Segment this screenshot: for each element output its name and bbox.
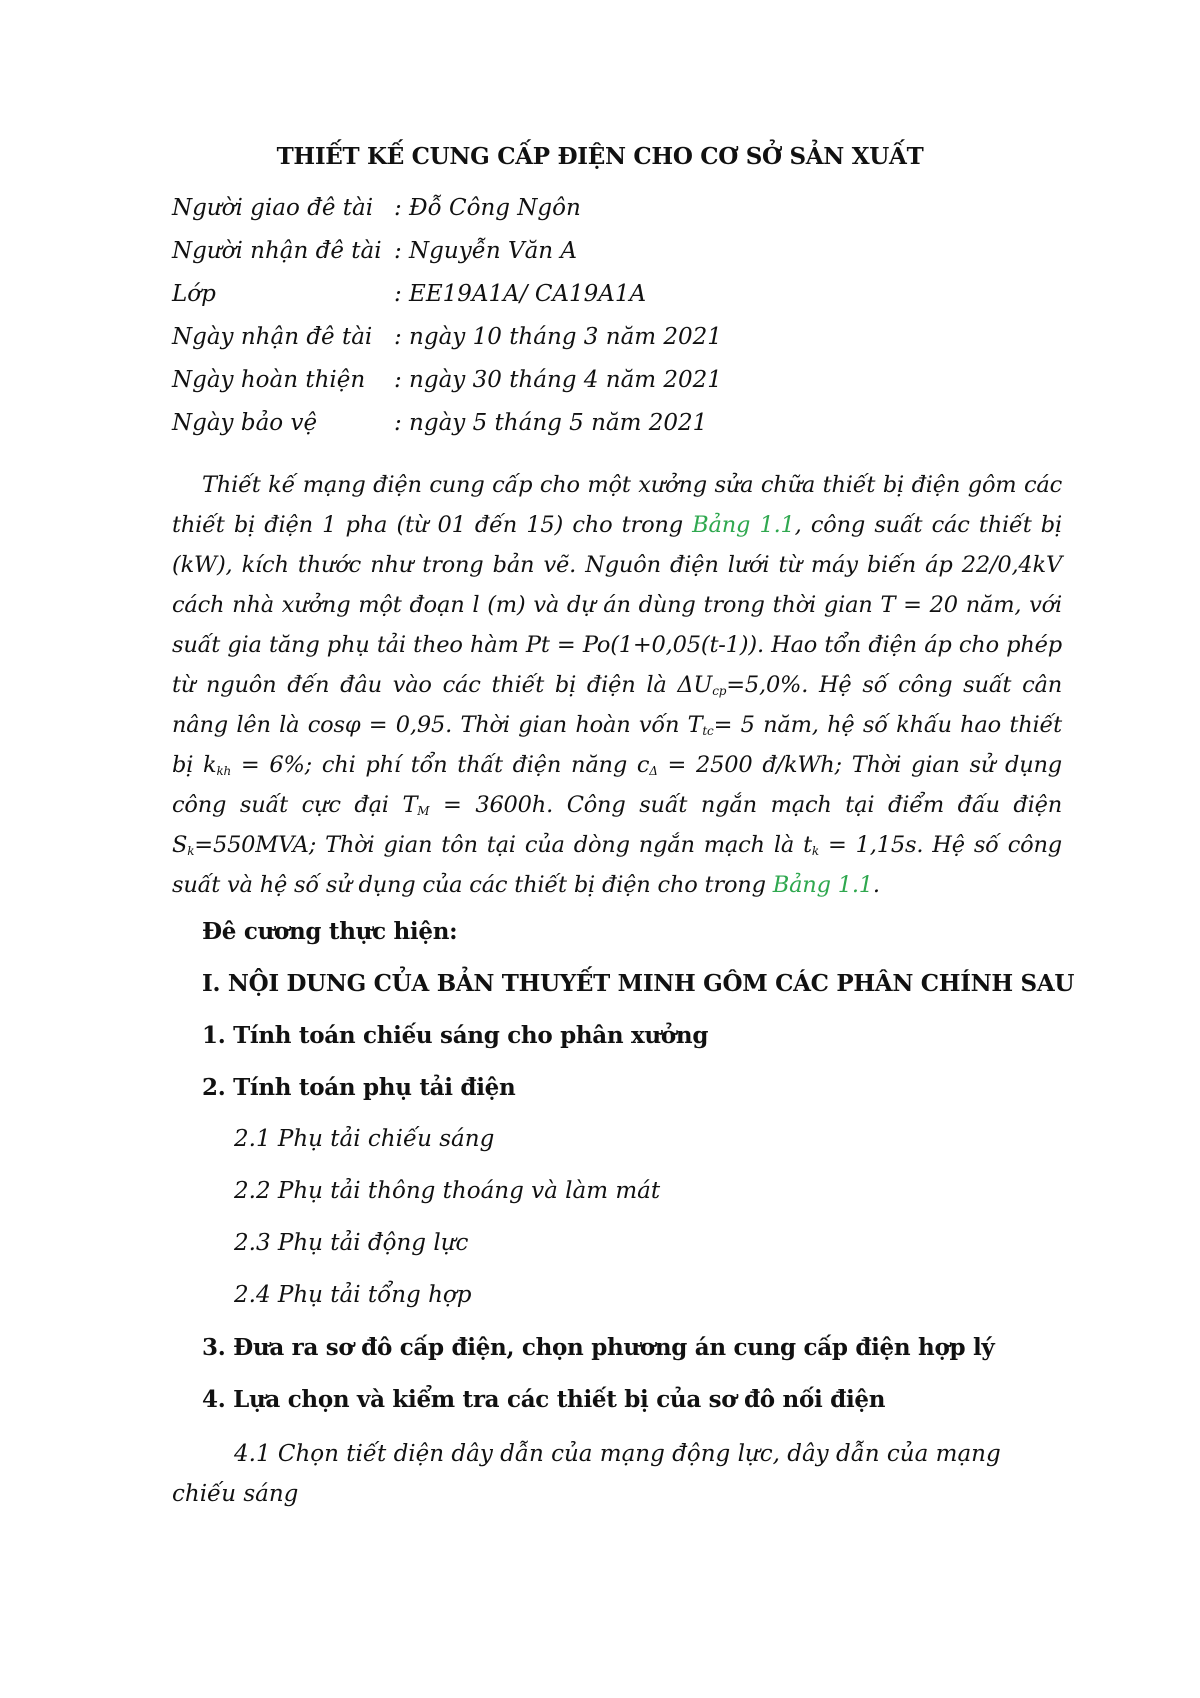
paragraph-text: = 1,15s. Hệ số công suất và hệ số sử dụng của các thiết bị điện cho trong <box>172 832 1062 898</box>
task-description-paragraph <box>172 465 1062 905</box>
info-label: Người nhận đê tài <box>172 238 382 264</box>
paragraph-text: = 2500 đ/kWh; Thời gian sử dụng công suất cực đại T <box>172 752 1062 818</box>
outline-section <box>202 918 1075 1438</box>
info-value: : Nguyễn Văn A <box>394 238 578 264</box>
outline-item: 2. Tính toán phụ tải điện <box>202 1074 516 1101</box>
document-title: THIẾT KẾ CUNG CẤP ĐIỆN CHO CƠ SỞ SẢN XUẤT <box>276 143 924 170</box>
table-reference-link[interactable]: Bảng 1.1 <box>772 872 873 898</box>
subscript: M <box>417 804 430 818</box>
section-heading: I. NỘI DUNG CỦA BẢN THUYẾT MINH GÔM CÁC PHÂN CHÍNH SAU <box>202 970 1075 997</box>
info-label: Ngày hoàn thiện <box>172 367 366 393</box>
outline-subitem: 4.1 Chọn tiết diện dây dẫn của mạng động lực, dây dẫn của mạng chiếu sáng <box>172 1441 1001 1507</box>
info-label: Người giao đê tài <box>172 195 374 221</box>
subscript: cp <box>712 684 727 698</box>
paragraph-text: =550MVA; Thời gian tôn tại của dòng ngắn mạch là t <box>194 832 812 858</box>
paragraph-text: = 5 năm, hệ số khấu hao thiết bị k <box>172 712 1062 778</box>
subscript: Δ <box>649 764 658 778</box>
subscript: tc <box>702 724 714 738</box>
table-reference-link[interactable]: Bảng 1.1 <box>692 512 795 538</box>
info-value: : ngày 5 tháng 5 năm 2021 <box>394 410 708 436</box>
info-value: : EE19A1A/ CA19A1A <box>394 281 647 307</box>
info-value: : ngày 10 tháng 3 năm 2021 <box>394 324 722 350</box>
outline-subitem: 2.4 Phụ tải tổng hợp <box>234 1282 472 1308</box>
outline-subitem: 2.3 Phụ tải động lực <box>234 1230 469 1256</box>
info-label: Ngày bảo vệ <box>172 410 318 436</box>
paragraph-text: , công suất các thiết bị (kW), kích thước như trong bản vẽ. Nguôn điện lưới từ máy biến áp 22/0,4kV cách nhà xưởng một đoạn l (m) và dự án dùng trong thời gian T = 20 năm, với suất gia tăng phụ tải theo hàm Pt = Po(1+0,05(t-1)). Hao tổn điện áp cho phép từ nguôn đến đâu vào các thiết bị điện là ΔU <box>172 512 1062 698</box>
outline-subitem: 2.2 Phụ tải thông thoáng và làm mát <box>234 1178 661 1204</box>
paragraph-text: = 3600h. Công suất ngắn mạch tại điểm đấu điện S <box>172 792 1062 858</box>
subscript: k <box>187 844 195 858</box>
outline-item: 3. Đưa ra sơ đô cấp điện, chọn phương án cung cấp điện hợp lý <box>202 1334 995 1361</box>
paragraph-text: Thiết kế mạng điện cung cấp cho một xưởng sửa chữa thiết bị điện gôm các thiết bị điện 1 pha (từ 01 đến 15) cho trong <box>172 472 1062 538</box>
info-value: : Đỗ Công Ngôn <box>394 195 581 221</box>
outline-subitem: 2.1 Phụ tải chiếu sáng <box>234 1126 495 1152</box>
outline-item: 1. Tính toán chiếu sáng cho phân xưởng <box>202 1022 709 1049</box>
subscript: kh <box>216 764 232 778</box>
paragraph-text: . <box>872 872 880 898</box>
info-label: Lớp <box>172 281 216 307</box>
outline-item: 4. Lựa chọn và kiểm tra các thiết bị của sơ đô nối điện <box>202 1386 886 1413</box>
info-label: Ngày nhận đê tài <box>172 324 373 350</box>
subscript: k <box>811 844 819 858</box>
outline-heading: Đê cương thực hiện: <box>202 918 458 945</box>
paragraph-text: =5,0%. Hệ số công suất cân nâng lên là cosφ = 0,95. Thời gian hoàn vốn T <box>172 672 1062 738</box>
paragraph-text: = 6%; chi phí tổn thất điện năng c <box>231 752 650 778</box>
info-value: : ngày 30 tháng 4 năm 2021 <box>394 367 722 393</box>
